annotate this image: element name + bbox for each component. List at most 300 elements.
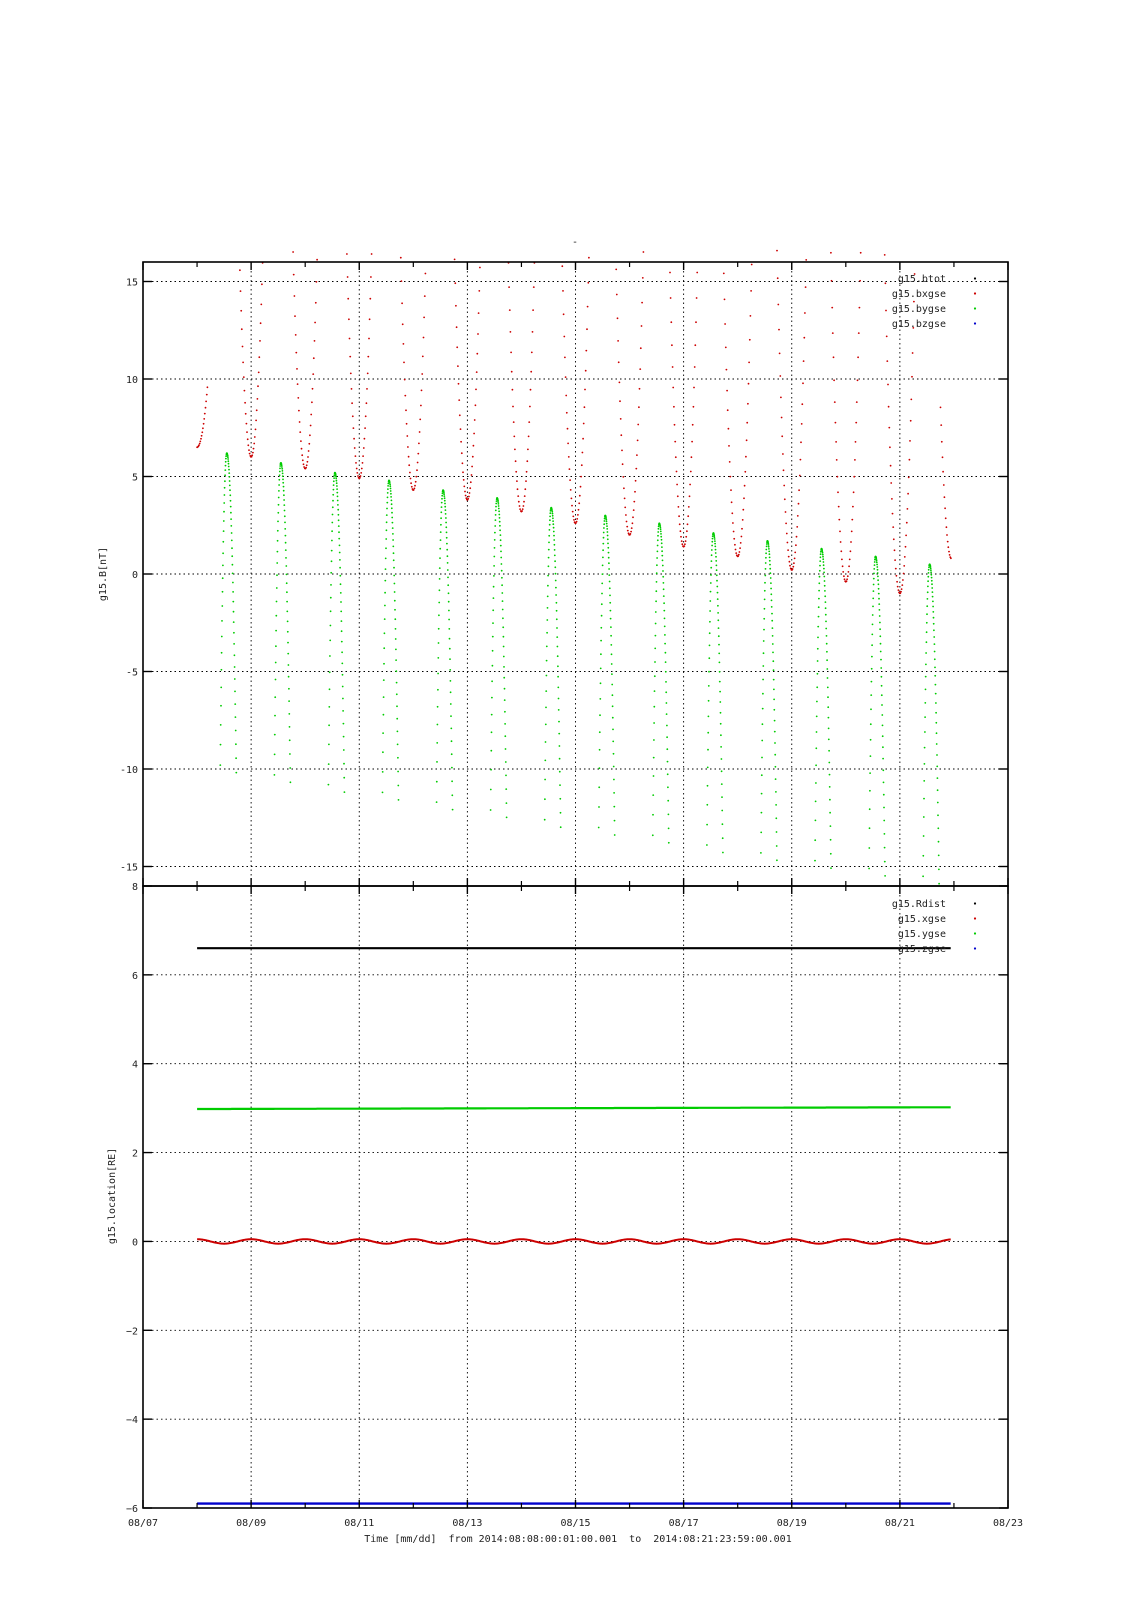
bygse-point xyxy=(389,485,391,487)
bxgse-point xyxy=(746,422,748,424)
bygse-point xyxy=(938,855,940,857)
bygse-point xyxy=(719,671,721,673)
bxgse-point xyxy=(306,464,308,466)
bygse-point xyxy=(553,539,555,541)
bygse-point xyxy=(879,615,881,617)
bygse-point xyxy=(383,647,385,649)
bygse-point xyxy=(502,600,504,602)
bygse-point xyxy=(608,557,610,559)
bxgse-point xyxy=(948,551,950,553)
bxgse-point xyxy=(365,415,367,417)
bygse-point xyxy=(926,631,928,633)
bygse-point xyxy=(446,537,448,539)
bxgse-point xyxy=(901,588,903,590)
bottom-y-tick-label: 0 xyxy=(131,1237,138,1249)
bygse-point xyxy=(769,553,771,555)
bygse-point xyxy=(340,583,342,585)
bygse-point xyxy=(707,749,709,751)
bygse-point xyxy=(437,657,439,659)
bxgse-point xyxy=(747,403,749,405)
bygse-point xyxy=(222,591,224,593)
bygse-point xyxy=(290,781,292,783)
bygse-point xyxy=(490,789,492,791)
bottom-y-tick-label: −6 xyxy=(125,1504,138,1515)
bygse-point xyxy=(492,622,494,624)
bxgse-point xyxy=(850,550,852,552)
bxgse-point xyxy=(798,489,800,491)
bygse-point xyxy=(926,605,928,607)
bxgse-point xyxy=(783,485,785,487)
bygse-point xyxy=(819,576,821,578)
bygse-point xyxy=(336,480,338,482)
bygse-point xyxy=(717,592,719,594)
bygse-point xyxy=(396,705,398,707)
bxgse-point xyxy=(688,506,690,508)
bygse-point xyxy=(822,558,824,560)
bygse-point xyxy=(441,498,443,500)
bygse-point xyxy=(385,568,387,570)
bxgse-point xyxy=(579,495,581,497)
bxgse-point xyxy=(903,573,905,575)
bygse-point xyxy=(552,523,554,525)
bygse-point xyxy=(938,841,940,843)
bygse-point xyxy=(773,699,775,701)
top-y-tick-label: 10 xyxy=(125,375,138,386)
bygse-point xyxy=(652,834,654,836)
bygse-point xyxy=(932,596,934,598)
bygse-point xyxy=(444,497,446,499)
bygse-point xyxy=(937,814,939,816)
bygse-point xyxy=(770,593,772,595)
bxgse-point xyxy=(410,478,412,480)
bygse-point xyxy=(233,621,235,623)
bygse-point xyxy=(393,575,395,577)
bxgse-point xyxy=(802,382,804,384)
bxgse-point xyxy=(354,447,356,449)
bxgse-point xyxy=(679,523,681,525)
bygse-point xyxy=(439,578,441,580)
bygse-point xyxy=(664,643,666,645)
bygse-point xyxy=(328,724,330,726)
bygse-point xyxy=(708,657,710,659)
bygse-point xyxy=(282,482,284,484)
bxgse-point xyxy=(198,444,200,446)
bxgse-point xyxy=(419,419,421,421)
bxgse-point xyxy=(582,438,584,440)
bygse-point xyxy=(224,494,226,496)
bygse-point xyxy=(823,576,825,578)
bygse-point xyxy=(557,676,559,678)
bxgse-point xyxy=(369,318,371,320)
bxgse-point xyxy=(892,526,894,528)
top-y-tick-label: -10 xyxy=(119,765,138,776)
bxgse-point xyxy=(617,317,619,319)
bxgse-point xyxy=(473,433,475,435)
bygse-point xyxy=(555,587,557,589)
bygse-point xyxy=(768,548,770,550)
bygse-point xyxy=(504,699,506,701)
bxgse-point xyxy=(626,526,628,528)
bxgse-point xyxy=(310,425,312,427)
bygse-point xyxy=(450,715,452,717)
bxgse-point xyxy=(794,552,796,554)
bxgse-point xyxy=(467,498,469,500)
bygse-point xyxy=(819,570,821,572)
bygse-point xyxy=(451,753,453,755)
bxgse-point xyxy=(533,286,535,288)
bygse-point xyxy=(558,721,560,723)
bygse-point xyxy=(554,560,556,562)
bygse-point xyxy=(503,646,505,648)
bygse-point xyxy=(330,584,332,586)
bygse-point xyxy=(880,659,882,661)
bygse-point xyxy=(383,696,385,698)
bygse-point xyxy=(451,767,453,769)
bxgse-point xyxy=(635,480,637,482)
bygse-point xyxy=(552,515,554,517)
bygse-point xyxy=(775,804,777,806)
bygse-point xyxy=(395,628,397,630)
legend-marker xyxy=(974,932,976,934)
bxgse-point xyxy=(833,379,835,381)
bxgse-point xyxy=(475,389,477,391)
bygse-point xyxy=(330,610,332,612)
bygse-point xyxy=(825,607,827,609)
bygse-point xyxy=(337,509,339,511)
bygse-point xyxy=(828,728,830,730)
bygse-point xyxy=(666,725,668,727)
bygse-point xyxy=(493,556,495,558)
bygse-point xyxy=(281,466,283,468)
bygse-point xyxy=(763,640,765,642)
bxgse-point xyxy=(561,265,563,267)
bxgse-point xyxy=(417,462,419,464)
bygse-point xyxy=(337,500,339,502)
bygse-point xyxy=(666,713,668,715)
bygse-point xyxy=(607,535,609,537)
bxgse-point xyxy=(847,575,849,577)
bxgse-point xyxy=(944,507,946,509)
bxgse-point xyxy=(745,456,747,458)
bygse-point xyxy=(663,610,665,612)
bygse-point xyxy=(717,605,719,607)
bygse-point xyxy=(881,704,883,706)
bygse-point xyxy=(277,551,279,553)
bygse-point xyxy=(824,590,826,592)
bxgse-point xyxy=(567,428,569,430)
bxgse-point xyxy=(367,356,369,358)
bxgse-point xyxy=(800,441,802,443)
bxgse-point xyxy=(526,460,528,462)
bygse-point xyxy=(610,635,612,637)
bygse-point xyxy=(282,473,284,475)
bxgse-point xyxy=(685,540,687,542)
bygse-point xyxy=(655,611,657,613)
bxgse-point xyxy=(369,298,371,300)
bygse-point xyxy=(233,632,235,634)
bygse-point xyxy=(560,812,562,814)
bygse-point xyxy=(770,588,772,590)
bygse-point xyxy=(870,694,872,696)
bygse-point xyxy=(286,601,288,603)
bxgse-point xyxy=(779,353,781,355)
bygse-point xyxy=(612,741,614,743)
bygse-point xyxy=(331,550,333,552)
bygse-point xyxy=(387,488,389,490)
bxgse-point xyxy=(946,526,948,528)
bygse-point xyxy=(610,610,612,612)
bxgse-point xyxy=(617,340,619,342)
bygse-point xyxy=(559,798,561,800)
bygse-point xyxy=(444,506,446,508)
bygse-point xyxy=(281,468,283,470)
bygse-point xyxy=(668,814,670,816)
bygse-point xyxy=(234,666,236,668)
bxgse-point xyxy=(364,438,366,440)
bxgse-point xyxy=(838,519,840,521)
bygse-point xyxy=(814,860,816,862)
bygse-point xyxy=(491,697,493,699)
bygse-point xyxy=(547,575,549,577)
bxgse-point xyxy=(370,276,372,278)
bygse-point xyxy=(706,844,708,846)
bygse-point xyxy=(436,781,438,783)
bygse-point xyxy=(828,762,830,764)
bygse-point xyxy=(769,560,771,562)
bxgse-point xyxy=(689,495,691,497)
bygse-point xyxy=(876,560,878,562)
bxgse-point xyxy=(513,421,515,423)
bxgse-point xyxy=(884,254,886,256)
bygse-point xyxy=(436,801,438,803)
bygse-point xyxy=(221,669,223,671)
bygse-point xyxy=(874,564,876,566)
bygse-point xyxy=(505,761,507,763)
bxgse-point xyxy=(564,357,566,359)
bygse-point xyxy=(233,611,235,613)
bxgse-point xyxy=(478,290,480,292)
bygse-point xyxy=(329,688,331,690)
bygse-point xyxy=(709,610,711,612)
bygse-point xyxy=(235,730,237,732)
legend-label: g15.bygse xyxy=(891,304,946,315)
bygse-point xyxy=(825,621,827,623)
bxgse-point xyxy=(586,328,588,330)
bygse-point xyxy=(719,701,721,703)
bygse-point xyxy=(762,665,764,667)
bxgse-point xyxy=(240,310,242,312)
bygse-point xyxy=(493,597,495,599)
bygse-point xyxy=(871,656,873,658)
bxgse-point xyxy=(360,472,362,474)
bygse-point xyxy=(398,799,400,801)
bygse-point xyxy=(397,731,399,733)
bxgse-point xyxy=(315,302,317,304)
bygse-point xyxy=(449,648,451,650)
bygse-point xyxy=(285,542,287,544)
x-tick-label: 08/23 xyxy=(992,1518,1024,1529)
bygse-point xyxy=(662,560,664,562)
bygse-point xyxy=(662,576,664,578)
bygse-point xyxy=(557,646,559,648)
bygse-point xyxy=(657,535,659,537)
legend-label: g15.bzgse xyxy=(891,319,946,330)
bygse-point xyxy=(440,517,442,519)
bygse-point xyxy=(231,532,233,534)
bygse-point xyxy=(709,600,711,602)
bygse-point xyxy=(775,778,777,780)
bxgse-point xyxy=(844,578,846,580)
bygse-point xyxy=(707,767,709,769)
bxgse-point xyxy=(406,435,408,437)
bxgse-point xyxy=(241,328,243,330)
bottom-y-tick-label: 2 xyxy=(131,1148,138,1160)
legend-label: g15.ygse xyxy=(897,929,946,940)
bygse-point xyxy=(603,527,605,529)
bxgse-point xyxy=(295,334,297,336)
bygse-point xyxy=(877,572,879,574)
bygse-point xyxy=(763,652,765,654)
bygse-point xyxy=(440,531,442,533)
bygse-point xyxy=(708,671,710,673)
bxgse-point xyxy=(510,352,512,354)
bxgse-point xyxy=(308,450,310,452)
bygse-point xyxy=(720,723,722,725)
bygse-point xyxy=(441,506,443,508)
bxgse-point xyxy=(859,307,861,309)
bygse-point xyxy=(604,520,606,522)
bxgse-point xyxy=(942,471,944,473)
bygse-point xyxy=(661,539,663,541)
bygse-point xyxy=(228,472,230,474)
bygse-point xyxy=(931,587,933,589)
bygse-point xyxy=(821,550,823,552)
bygse-point xyxy=(548,535,550,537)
bygse-point xyxy=(883,794,885,796)
chart-title: - xyxy=(571,237,579,248)
bygse-point xyxy=(438,602,440,604)
bygse-point xyxy=(288,676,290,678)
bxgse-point xyxy=(519,505,521,507)
bxgse-point xyxy=(797,515,799,517)
bygse-point xyxy=(768,546,770,548)
bxgse-point xyxy=(911,376,913,378)
bygse-point xyxy=(283,486,285,488)
bygse-point xyxy=(764,575,766,577)
bxgse-point xyxy=(632,522,634,524)
bygse-point xyxy=(924,702,926,704)
bygse-point xyxy=(547,585,549,587)
bygse-point xyxy=(544,779,546,781)
bygse-point xyxy=(383,663,385,665)
bygse-point xyxy=(276,601,278,603)
bygse-point xyxy=(923,835,925,837)
bygse-point xyxy=(868,847,870,849)
bygse-point xyxy=(766,546,768,548)
bxgse-point xyxy=(508,286,510,288)
bxgse-point xyxy=(414,485,416,487)
bygse-point xyxy=(714,538,716,540)
bygse-point xyxy=(446,549,448,551)
bxgse-point xyxy=(853,476,855,478)
bygse-point xyxy=(817,673,819,675)
bygse-point xyxy=(717,612,719,614)
bygse-point xyxy=(397,744,399,746)
bxgse-point xyxy=(728,445,730,447)
bygse-point xyxy=(721,783,723,785)
bygse-point xyxy=(234,703,236,705)
bxgse-point xyxy=(417,453,419,455)
bygse-point xyxy=(336,492,338,494)
bygse-point xyxy=(608,562,610,564)
bxgse-point xyxy=(840,550,842,552)
bygse-point xyxy=(223,530,225,532)
bygse-point xyxy=(286,591,288,593)
bygse-point xyxy=(765,568,767,570)
x-tick-label: 08/11 xyxy=(344,1518,375,1529)
bygse-point xyxy=(552,517,554,519)
bxgse-point xyxy=(357,475,359,477)
bygse-point xyxy=(387,485,389,487)
bygse-point xyxy=(547,596,549,598)
bygse-point xyxy=(882,758,884,760)
bxgse-point xyxy=(309,434,311,436)
bygse-point xyxy=(820,556,822,558)
bygse-point xyxy=(436,742,438,744)
bxgse-point xyxy=(886,360,888,362)
bygse-point xyxy=(279,474,281,476)
bygse-point xyxy=(934,651,936,653)
bxgse-point xyxy=(360,475,362,477)
bygse-point xyxy=(653,775,655,777)
legend-marker xyxy=(974,902,976,904)
bygse-point xyxy=(231,547,233,549)
bygse-point xyxy=(611,663,613,665)
bygse-point xyxy=(287,653,289,655)
bygse-point xyxy=(329,655,331,657)
bygse-point xyxy=(278,490,280,492)
bygse-point xyxy=(660,528,662,530)
bygse-point xyxy=(341,641,343,643)
bygse-point xyxy=(393,559,395,561)
bygse-point xyxy=(490,750,492,752)
bygse-point xyxy=(501,577,503,579)
bxgse-point xyxy=(641,325,643,327)
bygse-point xyxy=(931,577,933,579)
bxgse-point xyxy=(832,332,834,334)
bygse-point xyxy=(667,786,669,788)
bxgse-point xyxy=(366,388,368,390)
bygse-point xyxy=(772,627,774,629)
bxgse-point xyxy=(362,462,364,464)
bxgse-point xyxy=(799,475,801,477)
bygse-point xyxy=(495,510,497,512)
bygse-point xyxy=(765,552,767,554)
bxgse-point xyxy=(516,480,518,482)
bygse-point xyxy=(503,636,505,638)
bygse-point xyxy=(331,560,333,562)
bxgse-point xyxy=(581,464,583,466)
bygse-point xyxy=(234,678,236,680)
bygse-point xyxy=(613,792,615,794)
bxgse-point xyxy=(673,406,675,408)
bxgse-point xyxy=(578,509,580,511)
bygse-point xyxy=(656,572,658,574)
bxgse-point xyxy=(950,557,952,559)
bxgse-point xyxy=(471,466,473,468)
bygse-point xyxy=(221,605,223,607)
bxgse-point xyxy=(406,423,408,425)
